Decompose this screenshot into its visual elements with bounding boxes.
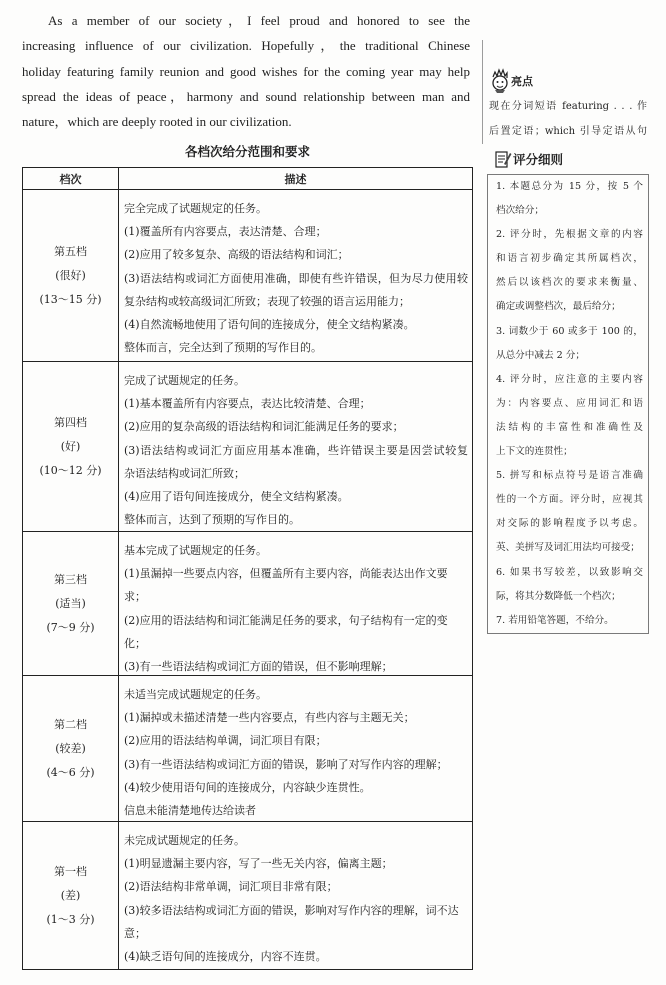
rule-line: 从总分中减去 2 分；: [496, 349, 585, 361]
level-score-range: (10～12 分): [39, 463, 102, 477]
level-name: 第三档: [54, 572, 87, 586]
passage-line: holiday featuring family reunion and good wishes for the coming year may help: [22, 63, 470, 79]
highlight-line: 后置定语；which 引导定语从句: [489, 126, 647, 137]
description-line: 整体而言，完全达到了预期的写作目的。: [124, 341, 322, 355]
description-line: (3)语法结构或词汇方面使用准确，即使有些许错误，但为尽力使用较: [124, 271, 468, 285]
rule-line: 法结构的丰富性和准确性及: [496, 421, 643, 433]
description-line: (1)虽漏掉一些要点内容，但覆盖所有主要内容，尚能表达出作文要求；: [124, 567, 448, 604]
description-line: [124, 968, 468, 969]
description-line: (1)明显遗漏主要内容，写了一些无关内容，偏离主题；: [124, 857, 393, 871]
description-line: 未完成试题规定的任务。: [124, 834, 245, 847]
highlight-line: 现在分词短语 featuring . . . 作: [489, 101, 647, 112]
description-cell: [119, 532, 472, 676]
rule-line: 2. 评分时，先根据文章的内容: [496, 229, 643, 241]
description-line: 基本完成了试题规定的任务。: [124, 544, 267, 557]
rule-line: 然后以该档次的要求来衡量、: [496, 277, 643, 289]
level-name: 第四档: [54, 415, 87, 429]
description-line: 未适当完成试题规定的任务。: [124, 688, 267, 701]
level-name: 第五档: [54, 244, 87, 258]
rule-line: 6. 如果书写较差，以致影响交: [496, 566, 643, 578]
header-description: 描述: [119, 168, 472, 190]
description-line: (1)覆盖所有内容要点，表达清楚、合理；: [124, 225, 327, 239]
passage-line: As a member of our society，I feel proud and honored to see the: [48, 13, 470, 28]
rule-line: 1. 本题总分为 15 分，按 5 个: [496, 181, 643, 192]
level-name: 第二档: [54, 717, 87, 731]
description-line: (2)应用了较多复杂、高级的语法结构和词汇；: [124, 248, 349, 262]
description-line: (1)基本覆盖所有内容要点，表达比较清楚、合理；: [124, 397, 371, 411]
level-cell: [23, 676, 119, 822]
passage-line: nature，which are deeply rooted in our civilization.: [22, 114, 292, 130]
rubric-table: [22, 167, 473, 970]
cartoon-face-icon: [490, 68, 510, 94]
description-line: 整体而言，达到了预期的写作目的。: [124, 513, 300, 527]
description-cell: [119, 190, 472, 362]
rule-line: 7. 若用铅笔答题，不给分。: [496, 614, 614, 626]
rule-line: 际，将其分数降低一个档次；: [496, 590, 621, 602]
description-line: (2)应用的语法结构单调，词汇项目有限；: [124, 734, 327, 748]
description-line: (4)应用了语句间连接成分，使全文结构紧凑。: [124, 490, 349, 504]
description-line: 完成了试题规定的任务。: [124, 374, 245, 387]
description-line: (3)较多语法结构或词汇方面的错误，影响对写作内容的理解，词不达意；: [124, 903, 459, 940]
header-level: 档次: [23, 168, 119, 190]
level-rating: (较差): [55, 741, 86, 755]
rule-line: 英、美拼写及词汇用法均可接受；: [496, 542, 640, 554]
level-cell: [23, 532, 119, 676]
level-cell: [23, 362, 119, 532]
rule-line: 对交际的影响程度予以考虑。: [496, 518, 643, 530]
level-rating: (好): [60, 439, 81, 453]
rule-line: 和语言初步确定其所属档次，: [496, 253, 643, 265]
description-line: (2)应用的复杂高级的语法结构和词汇能满足任务的要求；: [124, 420, 404, 434]
scoring-rules-title: 评分细则: [513, 152, 564, 167]
description-line: 完全完成了试题规定的任务。: [124, 202, 267, 215]
level-score-range: (4～6 分): [46, 765, 95, 779]
notepad-pencil-icon: [495, 149, 512, 169]
rule-line: 5. 拼写和标点符号是语言准确: [496, 470, 643, 482]
description-line: (4)缺乏语句间的连接成分，内容不连贯。: [124, 950, 327, 964]
level-rating: (差): [60, 888, 81, 902]
description-line: (3)有一些语法结构或词汇方面的错误，影响了对写作内容的理解；: [124, 757, 448, 771]
passage-line: increasing influence of our civilization. Hopefully，the traditional Chinese: [22, 38, 470, 54]
description-cell: [119, 362, 472, 532]
level-cell: [23, 822, 119, 969]
highlight-title: 亮点: [511, 75, 533, 88]
level-rating: (很好): [55, 268, 86, 282]
description-cell: [119, 822, 472, 969]
description-line: (4)较少使用语句间的连接成分，内容缺少连贯性。: [124, 780, 371, 794]
rule-line: 确定或调整档次，最后给分；: [496, 301, 621, 313]
level-rating: (适当): [55, 596, 86, 610]
description-line: (3)语法结构或词汇方面应用基本准确，些许错误主要是因尝试较复: [124, 443, 468, 457]
description-line: (2)应用的语法结构和词汇能满足任务的要求，句子结构有一定的变化；: [124, 613, 448, 650]
rubric-title: 各档次给分范围和要求: [184, 144, 310, 159]
description-line: (2)语法结构非常单调，词汇项目非常有限；: [124, 880, 338, 894]
description-line: (3)有一些语法结构或词汇方面的错误，但不影响理解；: [124, 660, 393, 674]
description-line: 信息未能清楚地传达给读者: [124, 804, 256, 818]
description-line: 杂语法结构或词汇所致；: [124, 466, 245, 480]
rule-line: 4. 评分时，应注意的主要内容: [496, 373, 643, 385]
rule-line: 3. 词数少于 60 或多于 100 的，: [496, 325, 643, 337]
rule-line: 上下文的连贯性；: [496, 446, 573, 458]
level-name: 第一档: [54, 864, 87, 878]
model-passage: [22, 8, 470, 134]
description-line: (1)漏掉或未描述清楚一些内容要点，有些内容与主题无关；: [124, 711, 415, 725]
passage-line: spread the ideas of peace，harmony and sound relationship between man and: [22, 88, 470, 104]
rule-line: 档次给分；: [496, 205, 544, 217]
level-score-range: (1～3 分): [46, 912, 95, 926]
rule-line: 为：内容要点、应用词汇和语: [496, 397, 643, 409]
highlight-note: [489, 94, 647, 144]
scoring-rules-box: [487, 174, 649, 634]
description-line: 复杂结构或较高级词汇所致；表现了较强的语言运用能力；: [124, 294, 410, 308]
level-score-range: (7～9 分): [46, 620, 95, 634]
description-cell: [119, 676, 472, 822]
description-line: (4)自然流畅地使用了语句间的连接成分，使全文结构紧凑。: [124, 318, 415, 332]
level-score-range: (13～15 分): [39, 292, 102, 306]
column-divider: [482, 40, 483, 144]
level-cell: [23, 190, 119, 362]
rule-line: 性的一个方面。评分时，应视其: [496, 494, 643, 506]
